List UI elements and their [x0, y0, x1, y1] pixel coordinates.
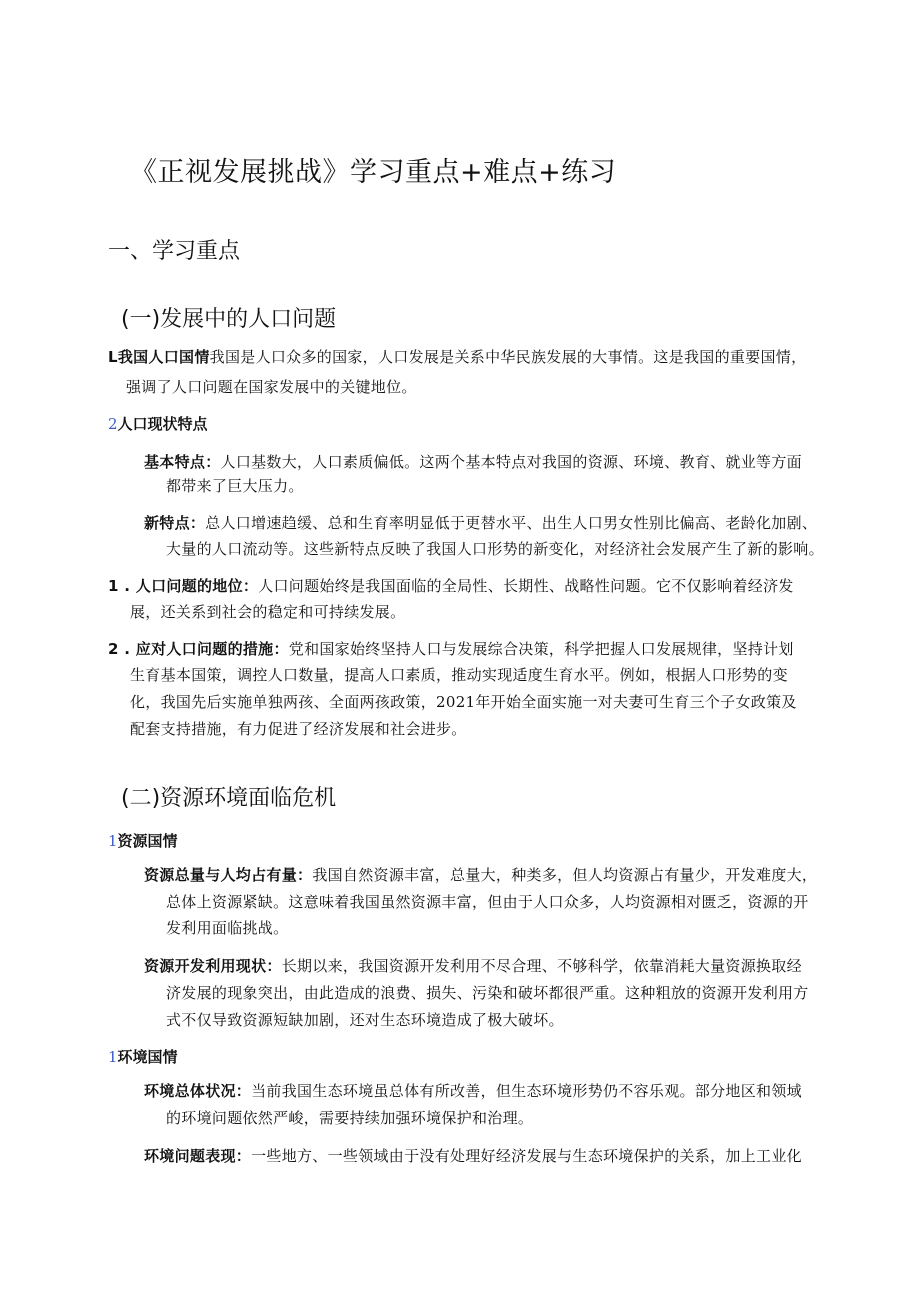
subsection-heading-population: (一)发展中的人口问题: [121, 307, 337, 332]
paragraph-line: 配套支持措施，有力促进了经济发展和社会进步。: [130, 720, 467, 738]
paragraph-measures: [108, 638, 794, 659]
paragraph-label: 2 . 应对人口问题的措施：: [108, 640, 289, 658]
item-number: 2: [108, 415, 118, 433]
paragraph-text: 党和国家始终坚持人口与发展综合决策，科学把握人口发展规律，坚持计划: [288, 640, 794, 658]
paragraph-text: 人口基数大，人口素质偏低。这两个基本特点对我国的资源、环境、教育、就业等方面: [220, 453, 802, 471]
paragraph-line: 都带来了巨大压力。: [166, 477, 304, 495]
subsection-heading-resources: (二)资源环境面临危机: [121, 786, 337, 811]
paragraph-line: 展，还关系到社会的稳定和可持续发展。: [130, 603, 406, 621]
paragraph-line: 济发展的现象突出，由此造成的浪费、损失、污染和破坏都很严重。这种粗放的资源开发利用方: [166, 984, 809, 1002]
page-title: 《正视发展挑战》学习重点+难点+练习: [130, 157, 617, 188]
item-label: 人口现状特点: [117, 415, 208, 433]
paragraph-resource-totals: [144, 864, 817, 885]
paragraph-label: 环境总体状况：: [144, 1082, 252, 1100]
paragraph-text: 我国自然资源丰富，总量大，种类多，但人均资源占有量少，开发难度大，: [312, 866, 818, 884]
paragraph-text: 一些地方、一些领域由于没有处理好经济发展与生态环境保护的关系，加上工业化: [251, 1147, 802, 1165]
paragraph-text: 长期以来，我国资源开发利用不尽合理、不够科学，依靠消耗大量资源换取经: [281, 957, 802, 975]
numbered-heading-resource-situation: [108, 830, 178, 851]
paragraph-text: 人口问题始终是我国面临的全局性、长期性、战略性问题。它不仅影响着经济发: [258, 577, 794, 595]
paragraph-text: 当前我国生态环境虽总体有所改善，但生态环境形势仍不容乐观。部分地区和领域: [251, 1082, 802, 1100]
numbered-heading-current-features: [108, 413, 208, 434]
paragraph-line: 大量的人口流动等。这些新特点反映了我国人口形势的新变化，对经济社会发展产生了新的影响。: [166, 540, 824, 558]
paragraph-new-features: [144, 512, 817, 533]
paragraph-basic-features: [144, 451, 802, 472]
paragraph-environment-problems: [144, 1145, 802, 1166]
paragraph-line: 生育基本国策，调控人口数量，提高人口素质，推动实现适度生育水平。例如，根据人口形势的变: [130, 666, 788, 684]
paragraph-label: 新特点：: [144, 514, 206, 532]
item-label: 环境国情: [117, 1048, 178, 1066]
paragraph-label: 资源总量与人均占有量：: [144, 866, 313, 884]
paragraph-text: 总人口增速趋缓、总和生育率明显低于更替水平、出生人口男女性别比偏高、老龄化加剧、: [205, 514, 818, 532]
paragraph-label: L我国人口国情: [108, 348, 210, 366]
item-number: 1: [108, 832, 118, 850]
paragraph-label: 资源开发利用现状：: [144, 957, 282, 975]
paragraph-line: 发利用面临挑战。: [166, 919, 289, 937]
paragraph-text: 我国是人口众多的国家，人口发展是关系中华民族发展的大事情。这是我国的重要国情，: [209, 348, 807, 366]
paragraph-label: 基本特点：: [144, 453, 221, 471]
paragraph-resource-use: [144, 955, 802, 976]
numbered-heading-environment-situation: [108, 1046, 178, 1067]
paragraph-line: 化，我国先后实施单独两孩、全面两孩政策，2021年开始全面实施一对夫妻可生育三个子女政策及: [130, 693, 797, 711]
paragraph-line: 强调了人口问题在国家发展中的关键地位。: [126, 378, 417, 396]
paragraph-population-situation: [108, 346, 806, 367]
paragraph-population-status: [108, 575, 794, 596]
paragraph-label: 1 . 人口问题的地位：: [108, 577, 259, 595]
paragraph-line: 的环境问题依然严峻，需要持续加强环境保护和治理。: [166, 1109, 534, 1127]
paragraph-line: 式不仅导致资源短缺加剧，还对生态环境造成了极大破坏。: [166, 1011, 564, 1029]
paragraph-environment-overall: [144, 1080, 802, 1101]
item-number: 1: [108, 1048, 118, 1066]
item-label: 资源国情: [117, 832, 178, 850]
section-heading-learning-focus: 一、学习重点: [108, 239, 241, 264]
paragraph-line: 总体上资源紧缺。这意味着我国虽然资源丰富，但由于人口众多，人均资源相对匮乏，资源的开: [166, 893, 809, 911]
paragraph-label: 环境问题表现：: [144, 1147, 252, 1165]
